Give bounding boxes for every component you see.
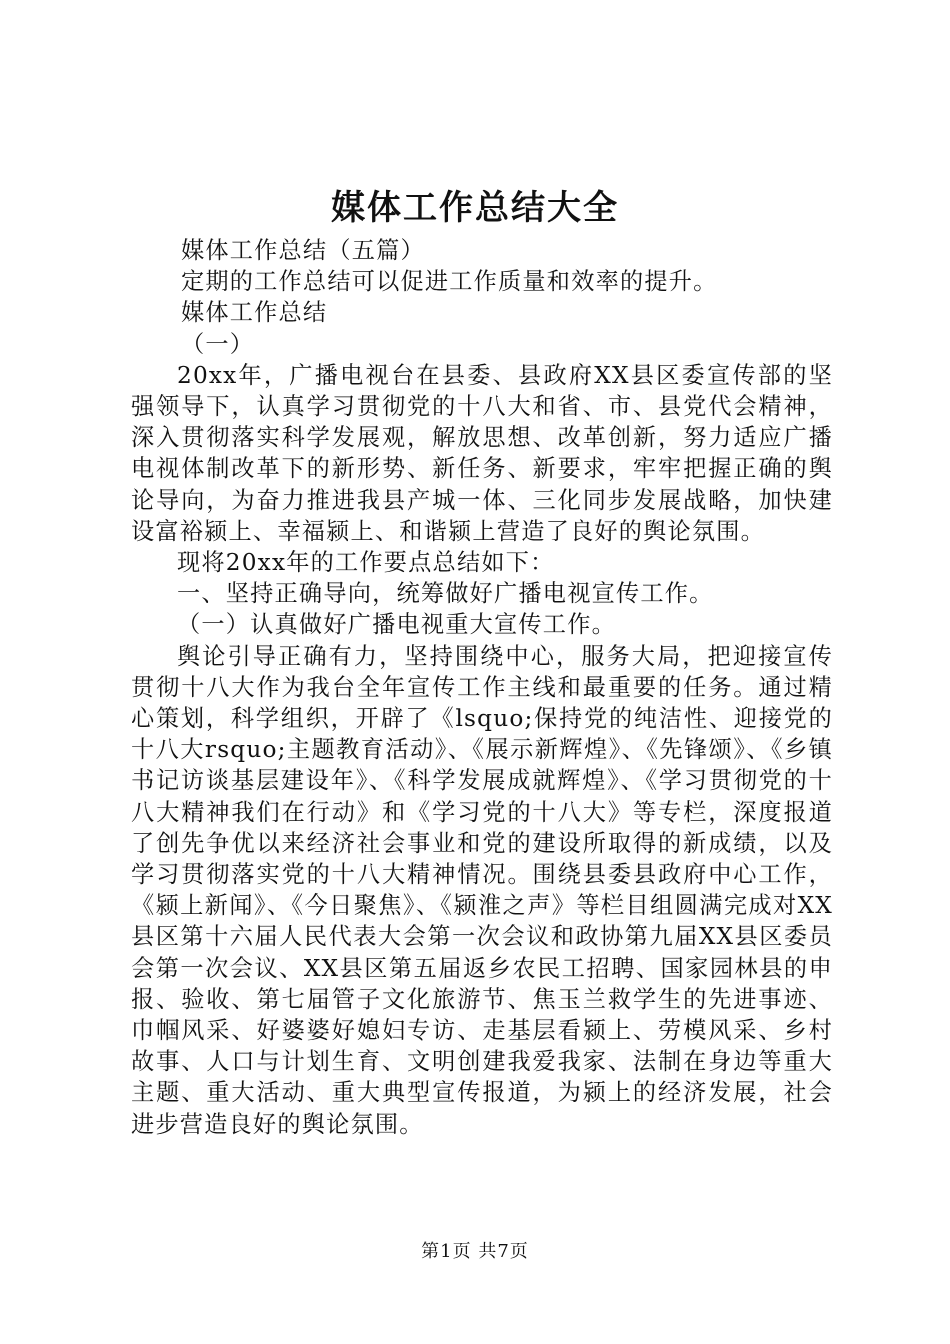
section-heading: 媒体工作总结 xyxy=(181,299,328,327)
paragraph-4: （一）认真做好广播电视重大宣传工作。 xyxy=(177,611,616,639)
paragraph-1: 20xx年，广播电视台在县委、县政府XX县区委宣传部的坚强领导下，认真学习贯彻党的十八大和省、市、县党代会精神，深入贯彻落实科学发展观，解放思想、改革创新，努力适应广播电视体制改革下的新形势、新任务、新要求，牢牢把握正确的舆论导向，为奋力推进我县产城一体、三化同步发展战略，加快建设富裕颍上、幸福颍上、和谐颍上营造了良好的舆论氛围。 xyxy=(131,361,833,545)
part-label: （一） xyxy=(181,330,255,358)
document-title: 媒体工作总结大全 xyxy=(331,188,619,228)
page-footer: 第1页 共7页 xyxy=(421,1241,529,1262)
paragraph-2: 现将20xx年的工作要点总结如下： xyxy=(177,549,555,577)
document-body xyxy=(131,235,833,1140)
intro-line: 定期的工作总结可以促进工作质量和效率的提升。 xyxy=(181,268,718,296)
paragraph-3: 一、坚持正确导向，统筹做好广播电视宣传工作。 xyxy=(177,580,714,608)
document-subtitle: 媒体工作总结（五篇） xyxy=(181,237,425,264)
paragraph-5: 舆论引导正确有力，坚持围绕中心，服务大局，把迎接宣传贯彻十八大作为我台全年宣传工作主线和最重要的任务。通过精心策划，科学组织，开辟了《lsquo;保持党的纯洁性、迎接党的十八大rsquo;主题教育活动》、《展示新辉煌》、《先锋颂》、《乡镇书记访谈基层建设年》、《科学发展成就辉煌》、《学习贯彻党的十八大精神我们在行动》和《学习党的十八大》等专栏，深度报道了创先争优以来经济社会事业和党的建设所取得的新成绩，以及学习贯彻落实党的十八大精神情况。围绕县委县政府中心工作，《颍上新闻》、《今日聚焦》、《颍淮之声》等栏目组圆满完成对XX县区第十六届人民代表大会第一次会议和政协第九届XX县区委员会第一次会议、XX县区第五届返乡农民工招聘、国家园林县的申报、验收、第七届管子文化旅游节、焦玉兰救学生的先进事迹、巾帼风采、好婆婆好媳妇专访、走基层看颍上、劳模风采、乡村故事、人口与计划生育、文明创建我爱我家、法制在身边等重大主题、重大活动、重大典型宣传报道，为颍上的经济发展，社会进步营造良好的舆论氛围。 xyxy=(131,642,833,1138)
